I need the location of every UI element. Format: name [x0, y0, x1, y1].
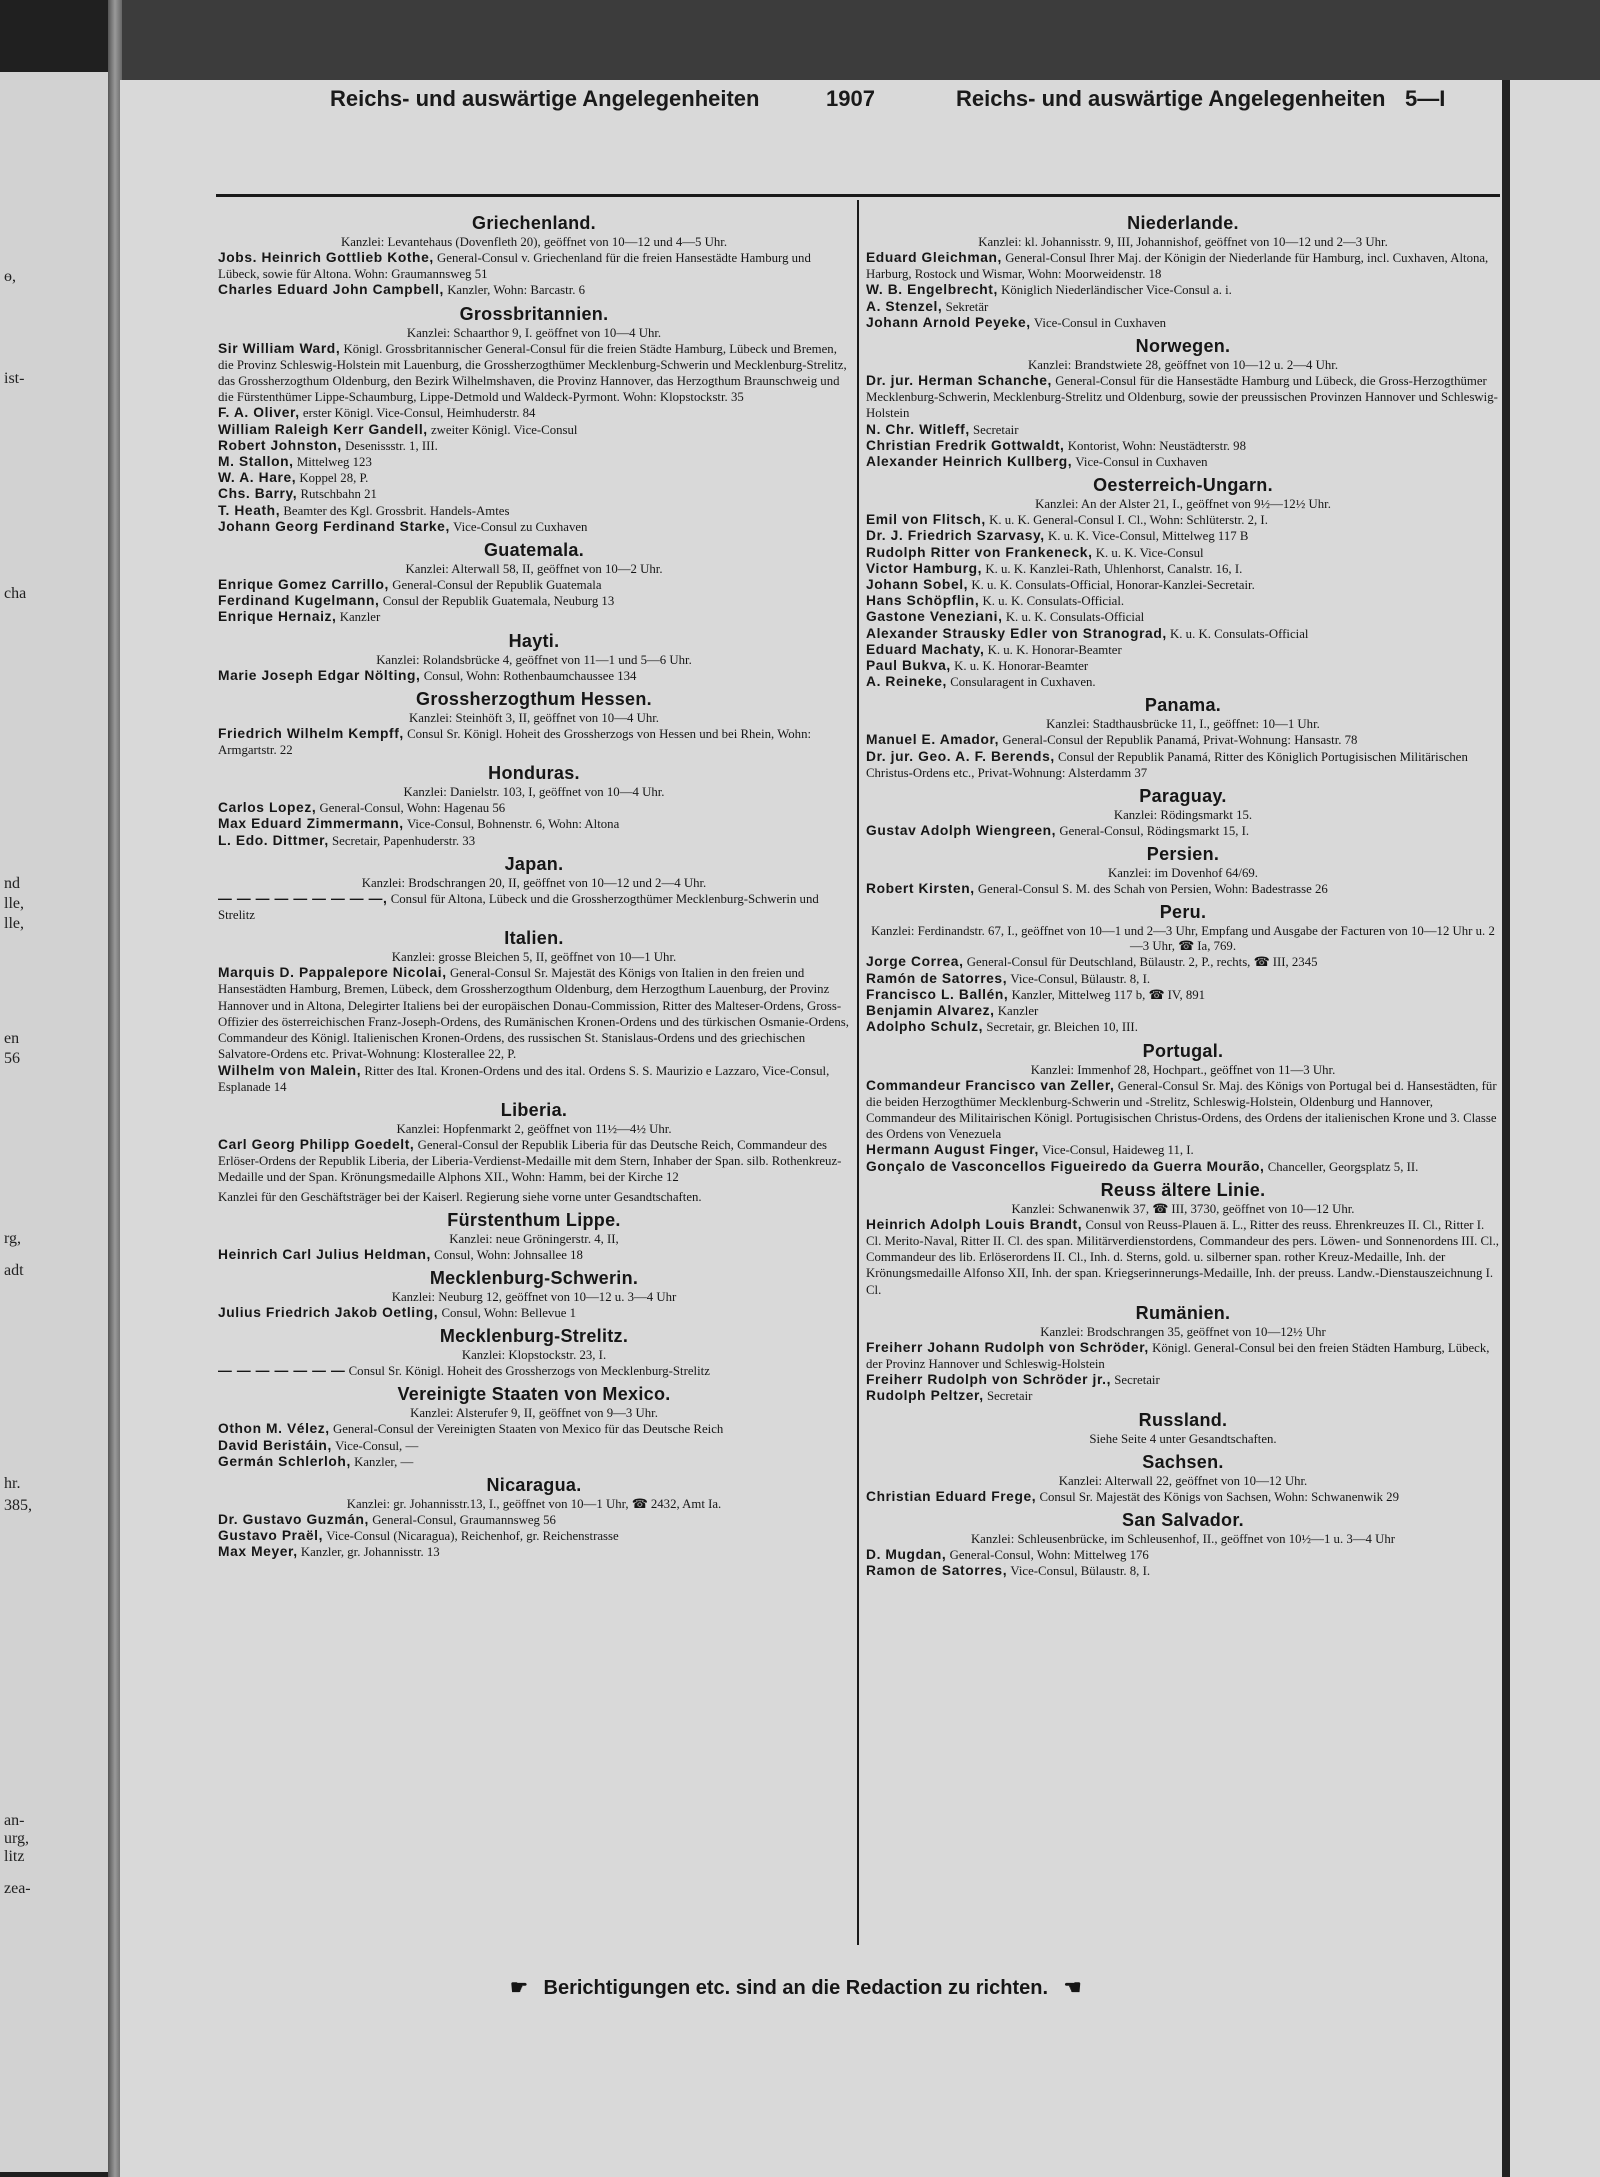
- person-name: Dr. J. Friedrich Szarvasy,: [866, 528, 1045, 544]
- person-description: K. u. K. Consulats-Official, Honorar-Kanzlei-Secretair.: [971, 578, 1255, 593]
- person-description: General-Consul S. M. des Schah von Persien, Wohn: Badestrasse 26: [977, 882, 1328, 897]
- person-name: Sir William Ward,: [218, 340, 341, 356]
- person-name: Marie Joseph Edgar Nölting,: [218, 667, 421, 683]
- consul-entry: [218, 816, 850, 832]
- person-name: W. B. Engelbrecht,: [866, 282, 998, 298]
- consul-entry: [218, 1512, 850, 1528]
- consul-entry: [866, 642, 1500, 658]
- person-name: Gustav Adolph Wiengreen,: [866, 823, 1057, 839]
- header-left-title: Reichs- und auswärtige Angelegenheiten: [330, 86, 760, 111]
- section-office-info: Kanzlei: Rolandsbrücke 4, geöffnet von 11—1 und 5—6 Uhr.: [376, 652, 692, 667]
- consul-entry: [866, 732, 1500, 748]
- person-name: Ferdinand Kugelmann,: [218, 593, 380, 609]
- header-year: 1907: [826, 86, 875, 111]
- consul-entry: [218, 1063, 850, 1095]
- person-description: Consularagent in Cuxhaven.: [950, 675, 1096, 690]
- consul-entry: [218, 438, 850, 454]
- person-description: Consul Sr. Majestät des Königs von Sachsen, Wohn: Schwanenwik 29: [1039, 1489, 1399, 1504]
- person-description: Vice-Consul (Nicaragua), Reichenhof, gr. Reichenstrasse: [326, 1529, 619, 1544]
- person-description: erster Königl. Vice-Consul, Heimhuderstr. 84: [302, 406, 536, 421]
- person-description: General-Consul der Republik Guatemala: [392, 578, 602, 593]
- person-name: N. Chr. Witleff,: [866, 421, 970, 437]
- consul-entry: [218, 1247, 850, 1263]
- person-description: Secretair, gr. Bleichen 10, III.: [986, 1020, 1138, 1035]
- section-note: Kanzlei für den Geschäftsträger bei der Kaiserl. Regierung siehe vorne unter Gesandtschaften.: [218, 1189, 702, 1204]
- consul-entry: [218, 519, 850, 535]
- person-name: Wilhelm von Malein,: [218, 1062, 362, 1078]
- person-name: Benjamin Alvarez,: [866, 1003, 995, 1019]
- right-column: [866, 208, 1500, 1579]
- consul-entry: [866, 749, 1500, 781]
- section-office-info: Kanzlei: Brodschrangen 20, II, geöffnet von 10—12 und 2—4 Uhr.: [361, 875, 707, 890]
- section-office-info: Kanzlei: Alterwall 58, II, geöffnet von 10—2 Uhr.: [405, 562, 663, 577]
- consul-entry: [218, 1438, 850, 1454]
- person-name: Paul Bukva,: [866, 658, 951, 674]
- person-name: Enrique Gomez Carrillo,: [218, 577, 389, 593]
- consul-entry: [866, 823, 1500, 839]
- person-description: Rutschbahn 21: [300, 487, 377, 502]
- header-rule: [216, 194, 1500, 197]
- person-name: Adolpho Schulz,: [866, 1019, 984, 1035]
- section-title: Norwegen.: [1135, 336, 1231, 357]
- person-name: L. Edo. Dittmer,: [218, 832, 329, 848]
- consul-entry: [866, 438, 1500, 454]
- person-description: Kanzler, —: [354, 1454, 414, 1469]
- consul-entry: [866, 1372, 1500, 1388]
- section-title: Hayti.: [508, 630, 560, 651]
- consul-entry: [866, 1388, 1500, 1404]
- person-name: Marquis D. Pappalepore Nicolai,: [218, 965, 447, 981]
- consul-entry: [866, 315, 1500, 331]
- person-description: zweiter Königl. Vice-Consul: [430, 422, 578, 437]
- person-name: Manuel E. Amador,: [866, 732, 1000, 748]
- person-name: T. Heath,: [218, 502, 281, 518]
- person-description: General-Consul, Wohn: Hagenau 56: [319, 801, 506, 816]
- section-title: Vereinigte Staaten von Mexico.: [397, 1384, 671, 1405]
- person-name: Johann Arnold Peyeke,: [866, 314, 1031, 330]
- person-description: K. u. K. Consulats-Official.: [982, 594, 1125, 609]
- person-name: Christian Fredrik Gottwaldt,: [866, 437, 1065, 453]
- section-title: Reuss ältere Linie.: [1100, 1179, 1266, 1200]
- consul-entry: [866, 626, 1500, 642]
- section-office-info: Kanzlei: Rödingsmarkt 15.: [1113, 808, 1253, 823]
- consul-entry: [866, 577, 1500, 593]
- person-name: Chs. Barry,: [218, 486, 298, 502]
- footer-notice: [500, 1975, 1092, 2000]
- person-description: Kontorist, Wohn: Neustädterstr. 98: [1067, 438, 1246, 453]
- section-office-info: Kanzlei: Stadthausbrücke 11, I., geöffnet: 10—1 Uhr.: [1046, 717, 1320, 732]
- person-name: Johann Sobel,: [866, 577, 969, 593]
- person-description: Vice-Consul zu Cuxhaven: [453, 519, 588, 534]
- margin-fragment: an-: [4, 1812, 25, 1829]
- consul-entry: [866, 1159, 1500, 1175]
- person-name: — — — — — — —: [218, 1363, 346, 1379]
- person-name: Germán Schlerloh,: [218, 1453, 351, 1469]
- consul-entry: [218, 1137, 850, 1186]
- person-description: Kanzler, Mittelweg 117 b, ☎ IV, 891: [1011, 987, 1206, 1002]
- person-name: Freiherr Rudolph von Schröder jr.,: [866, 1372, 1112, 1388]
- person-name: Robert Kirsten,: [866, 881, 975, 897]
- person-description: Chanceller, Georgsplatz 5, II.: [1267, 1159, 1419, 1174]
- consul-entry: [218, 454, 850, 470]
- margin-fragment: hr.: [4, 1475, 21, 1492]
- person-description: Consul Sr. Königl. Hoheit des Grossherzogs von Mecklenburg-Strelitz: [348, 1364, 710, 1379]
- section-title: Honduras.: [488, 763, 580, 784]
- left-column: [218, 208, 850, 1561]
- person-description: Vice-Consul in Cuxhaven: [1033, 315, 1167, 330]
- person-description: K. u. K. Consulats-Official: [1170, 626, 1309, 641]
- header-right-title: Reichs- und auswärtige Angelegenheiten: [956, 86, 1386, 111]
- person-description: K. u. K. Honorar-Beamter: [954, 659, 1089, 674]
- section-office-info: Kanzlei: Ferdinandstr. 67, I., geöffnet von 10—1 und 2—3 Uhr, Empfang und Ausgabe der Facturen von 10—12 Uhr u. 2—3 Uhr, ☎ Ia, 769.: [871, 924, 1495, 954]
- section-title: Liberia.: [500, 1099, 568, 1120]
- person-name: Francisco L. Ballén,: [866, 986, 1009, 1002]
- person-name: W. A. Hare,: [218, 470, 297, 486]
- section-title: Portugal.: [1142, 1040, 1224, 1061]
- section-office-info: Kanzlei: Schleusenbrücke, im Schleusenhof, II., geöffnet von 10½—1 u. 3—4 Uhr: [970, 1531, 1396, 1546]
- section-title: Rumänien.: [1135, 1302, 1231, 1323]
- consul-entry: [218, 405, 850, 421]
- consul-entry: [866, 1489, 1500, 1505]
- section-title: Niederlande.: [1127, 213, 1239, 233]
- person-description: General-Consul Sr. Maj. des Königs von Portugal bei d. Hansestädten, für die beiden Herzogthümer Mecklenburg-Schwerin und -Strelitz, Schleswig-Holstein, Oldenburg und Hannover, Commandeur des Militairischen Königl. Portugisischen Christus-Ordens, des Ordens der italienischen Krone und 3. Classe des Ordens von Venezuela: [866, 1078, 1497, 1142]
- margin-fragment: nd: [4, 875, 20, 892]
- person-description: Beamter des Kgl. Grossbrit. Handels-Amtes: [283, 503, 510, 518]
- consul-entry: [866, 971, 1500, 987]
- consul-entry: [218, 250, 850, 282]
- person-description: Mittelweg 123: [296, 455, 372, 470]
- consul-entry: [218, 486, 850, 502]
- person-name: David Beristáin,: [218, 1437, 332, 1453]
- person-description: K. u. K. Vice-Consul, Mittelweg 117 B: [1047, 529, 1249, 544]
- person-description: Vice-Consul in Cuxhaven: [1075, 455, 1208, 470]
- consul-entry: [866, 561, 1500, 577]
- margin-fragment: lle,: [4, 895, 24, 912]
- person-description: General-Consul, Graumannsweg 56: [372, 1512, 556, 1527]
- person-description: Königlich Niederländischer Vice-Consul a. i.: [1001, 283, 1232, 298]
- margin-fragment: litz: [4, 1848, 25, 1865]
- section-office-info: Kanzlei: Immenhof 28, Hochpart., geöffnet von 11—3 Uhr.: [1030, 1062, 1336, 1077]
- margin-fragment: adt: [4, 1262, 24, 1279]
- consul-entry: [866, 422, 1500, 438]
- person-description: Secretair, Papenhuderstr. 33: [332, 833, 476, 848]
- consul-entry: [866, 1340, 1500, 1372]
- section-office-info: Kanzlei: Schwanenwik 37, ☎ III, 3730, geöffnet von 10—12 Uhr.: [1011, 1201, 1355, 1216]
- consul-entry: [218, 668, 850, 684]
- person-name: Carl Georg Philipp Goedelt,: [218, 1136, 415, 1152]
- person-name: Rudolph Peltzer,: [866, 1388, 984, 1404]
- person-name: Gustavo Praël,: [218, 1528, 324, 1544]
- margin-fragment: ɵ,: [4, 268, 16, 285]
- consul-entry: [218, 609, 850, 625]
- section-office-info: Kanzlei: Alterwall 22, geöffnet von 10—12 Uhr.: [1058, 1473, 1308, 1488]
- consul-entry: [866, 1142, 1500, 1158]
- person-name: Hermann August Finger,: [866, 1142, 1039, 1158]
- person-name: Dr. jur. Geo. A. F. Berends,: [866, 748, 1055, 764]
- person-name: Dr. Gustavo Guzmán,: [218, 1511, 369, 1527]
- person-description: Consul der Republik Panamá, Ritter des Königlich Portugisischen Militärischen Christus-Ordens etc., Privat-Wohnung: Alsterdamm 37: [866, 749, 1468, 780]
- section-title: Nicaragua.: [486, 1474, 582, 1495]
- margin-fragment: rg,: [4, 1230, 22, 1247]
- person-name: Commandeur Francisco van Zeller,: [866, 1077, 1115, 1093]
- margin-fragment: lle,: [4, 915, 24, 932]
- section-office-info: Kanzlei: neue Gröningerstr. 4, II,: [449, 1231, 619, 1246]
- section-office-info: Kanzlei: Levantehaus (Dovenfleth 20), geöffnet von 10—12 und 4—5 Uhr.: [340, 235, 728, 249]
- consul-entry: [866, 1078, 1500, 1143]
- person-name: Enrique Hernaiz,: [218, 609, 337, 625]
- consul-entry: [866, 987, 1500, 1003]
- consul-entry: [866, 528, 1500, 544]
- person-description: K. u. K. General-Consul I. Cl., Wohn: Schlüterstr. 2, I.: [989, 513, 1268, 528]
- section-title: Persien.: [1146, 844, 1220, 865]
- consul-entry: [218, 1454, 850, 1470]
- person-name: Ramon de Satorres,: [866, 1562, 1008, 1578]
- section-office-info: Kanzlei: Neuburg 12, geöffnet von 10—12 u. 3—4 Uhr: [391, 1289, 677, 1304]
- person-description: General-Consul der Republik Liberia für das Deutsche Reich, Commandeur des Erlöser-Ordens der Republik Liberia, der Liberia-Verdienst-Medaille mit dem Stern, Inhaber der Span. silb. Rothenkreuz-Medaille und der Span. Krönungsmedaille Alphons XII., Wohn: Hamm, bei der Kirche 12: [218, 1137, 842, 1185]
- person-name: Charles Eduard John Campbell,: [218, 282, 444, 298]
- consul-entry: [218, 341, 850, 406]
- section-office-info: Kanzlei: Schaarthor 9, I. geöffnet von 10—4 Uhr.: [406, 325, 662, 340]
- person-name: Alexander Strausky Edler von Stranograd,: [866, 625, 1167, 641]
- consul-entry: [866, 881, 1500, 897]
- consul-entry: [218, 282, 850, 298]
- person-description: Consul, Wohn: Bellevue 1: [441, 1305, 577, 1320]
- consul-entry: [218, 470, 850, 486]
- section-title: Sachsen.: [1142, 1451, 1224, 1472]
- consul-entry: [218, 1528, 850, 1544]
- person-name: Carlos Lopez,: [218, 800, 317, 816]
- person-name: Jorge Correa,: [866, 954, 964, 970]
- person-name: M. Stallon,: [218, 454, 294, 470]
- page-right-edge: [1502, 80, 1510, 2177]
- consul-entry: [218, 1363, 850, 1379]
- person-name: Hans Schöpflin,: [866, 593, 980, 609]
- person-name: Max Meyer,: [218, 1544, 298, 1560]
- consul-entry: [866, 250, 1500, 282]
- consul-entry: [866, 658, 1500, 674]
- person-name: Freiherr Johann Rudolph von Schröder,: [866, 1339, 1149, 1355]
- person-description: K. u. K. Vice-Consul: [1095, 545, 1204, 560]
- margin-fragment: 56: [4, 1050, 20, 1067]
- person-description: General-Consul Sr. Majestät des Königs von Italien in den freien und Hansestädten Hamburg, Bremen, Lübeck, dem Grossherzogthum Oldenburg, dem Herzogthum Lauenburg, der Provinz Hannover und in Altona, Delegirter Italiens bei der europäischen Donau-Commission, Ritter des Malteser-Ordens, Gross-Offizier des österreichischen Franz-Joseph-Ordens, des Rumänischen Kronen-Ordens und des türkischen Osmanie-Ordens, Commandeur des Königl. Italienischen Kronen-Ordens, des russischen St. Stanislaus-Ordens und des griechischen Salvatore-Ordens etc. Privat-Wohnung: Klosterallee 22, P.: [218, 966, 849, 1062]
- person-name: D. Mugdan,: [866, 1546, 947, 1562]
- person-description: Consul, Wohn: Johnsallee 18: [434, 1247, 583, 1262]
- consul-entry: [866, 545, 1500, 561]
- person-description: Kanzler, gr. Johannisstr. 13: [300, 1545, 440, 1560]
- section-office-info: Kanzlei: Hopfenmarkt 2, geöffnet von 11½—4½ Uhr.: [396, 1121, 672, 1136]
- consul-entry: [866, 1563, 1500, 1579]
- person-name: — — — — — — — — —,: [218, 890, 388, 906]
- consul-entry: [866, 512, 1500, 528]
- consul-entry: [866, 1003, 1500, 1019]
- pointing-hand-right-icon: ☛: [510, 1977, 528, 1999]
- consul-entry: [218, 577, 850, 593]
- person-description: Kanzler: [997, 1004, 1039, 1019]
- section-office-info: Kanzlei: im Dovenhof 64/69.: [1108, 866, 1258, 881]
- margin-fragment: cha: [4, 585, 27, 602]
- section-title: Grossbritannien.: [459, 303, 609, 324]
- consul-entry: [866, 954, 1500, 970]
- consul-entry: [218, 891, 850, 923]
- person-name: A. Reineke,: [866, 674, 947, 690]
- person-name: Rudolph Ritter von Frankeneck,: [866, 544, 1093, 560]
- person-description: General-Consul, Rödingsmarkt 15, I.: [1059, 824, 1250, 839]
- person-name: Friedrich Wilhelm Kempff,: [218, 725, 404, 741]
- section-title: Fürstenthum Lippe.: [447, 1209, 621, 1230]
- person-name: Ramón de Satorres,: [866, 970, 1008, 986]
- section-title: Oesterreich-Ungarn.: [1093, 475, 1273, 496]
- person-description: General-Consul der Vereinigten Staaten von Mexico für das Deutsche Reich: [332, 1422, 724, 1437]
- person-description: Vice-Consul, Bülaustr. 8, I.: [1010, 1563, 1151, 1578]
- consul-entry: [218, 1544, 850, 1560]
- person-description: Secretair: [1114, 1373, 1160, 1388]
- consul-entry: [866, 609, 1500, 625]
- header-page-number: 5—I: [1405, 86, 1446, 111]
- person-description: Desenissstr. 1, III.: [345, 438, 438, 453]
- consul-entry: [218, 965, 850, 1062]
- person-name: Emil von Flitsch,: [866, 512, 986, 528]
- person-description: General-Consul für Deutschland, Bülaustr. 2, P., rechts, ☎ III, 2345: [966, 955, 1318, 970]
- section-title: Mecklenburg-Schwerin.: [429, 1267, 639, 1288]
- person-name: Othon M. Vélez,: [218, 1421, 330, 1437]
- person-description: General-Consul, Wohn: Mittelweg 176: [949, 1547, 1149, 1562]
- person-description: General-Consul Ihrer Maj. der Königin der Niederlande für Hamburg, incl. Cuxhaven, Altona, Harburg, Rostock und Wismar, Wohn: Moorweidenstr. 18: [866, 251, 1489, 282]
- consul-entry: [866, 1019, 1500, 1035]
- section-title: Peru.: [1159, 902, 1207, 923]
- consul-entry: [218, 1421, 850, 1437]
- consul-entry: [218, 1305, 850, 1321]
- margin-fragment: en: [4, 1030, 20, 1047]
- person-description: K. u. K. Consulats-Official: [1005, 610, 1145, 625]
- consul-entry: [218, 422, 850, 438]
- footer-text: Berichtigungen etc. sind an die Redaction zu richten.: [543, 1977, 1049, 1999]
- person-name: Eduard Machaty,: [866, 641, 985, 657]
- section-title: Italien.: [504, 928, 564, 949]
- section-title: Guatemala.: [483, 540, 585, 561]
- person-description: Consul von Reuss-Plauen ä. L., Ritter des reuss. Ehrenkreuzes II. Cl., Ritter I. Cl. Merito-Naval, Ritter II. Cl. des span. Militärverdienstordens, Commandeur des pers. Löwen- und Sonnenordens III. Cl., Commandeur des lib. Erlöserordens II. Cl., Inh. d. Sterns, gold. u. silberner span. rother Kreuz-Medaille, Inh. der Krönungsmedaille Alfonso XII, Inh. der span. Kriegserinnerungs-Medaille, Inh. der preuss. Landw.-Dienstauszeichnung I. Cl.: [866, 1217, 1499, 1297]
- consul-entry: [218, 833, 850, 849]
- consul-entry: [866, 282, 1500, 298]
- consul-entry: [218, 503, 850, 519]
- previous-page-edge: [0, 72, 112, 2172]
- section-office-info: Kanzlei: Steinhöft 3, II, geöffnet von 10—4 Uhr.: [409, 710, 659, 725]
- consul-entry: [866, 1217, 1500, 1298]
- section-title: Grossherzogthum Hessen.: [416, 688, 652, 709]
- person-description: Kanzler, Wohn: Barcastr. 6: [447, 283, 586, 298]
- section-office-info: Kanzlei: Klopstockstr. 23, I.: [461, 1348, 607, 1363]
- consul-entry: [866, 299, 1500, 315]
- person-description: Secretair: [973, 422, 1019, 437]
- person-name: Heinrich Adolph Louis Brandt,: [866, 1216, 1083, 1232]
- person-description: Vice-Consul, Bülaustr. 8, I.: [1010, 971, 1151, 986]
- margin-fragment: urg,: [4, 1830, 30, 1847]
- person-description: Consul, Wohn: Rothenbaumchaussee 134: [423, 668, 637, 683]
- person-description: Vice-Consul, —: [335, 1438, 419, 1453]
- section-title: Paraguay.: [1139, 786, 1227, 807]
- person-description: Koppel 28, P.: [299, 471, 369, 486]
- section-title: Mecklenburg-Strelitz.: [439, 1326, 629, 1347]
- person-description: Secretair: [986, 1389, 1033, 1404]
- person-name: Gastone Veneziani,: [866, 609, 1003, 625]
- section-title: Russland.: [1138, 1409, 1228, 1430]
- person-description: General-Consul v. Griechenland für die freien Hansestädte Hamburg und Lübeck, sowie für Altona. Wohn: Graumannsweg 51: [218, 251, 811, 282]
- person-name: Julius Friedrich Jakob Oetling,: [218, 1304, 439, 1320]
- section-title: Japan.: [504, 853, 564, 874]
- person-description: General-Consul der Republik Panamá, Privat-Wohnung: Hansastr. 78: [1002, 733, 1358, 748]
- column-divider: [857, 200, 859, 1945]
- person-description: Königl. General-Consul bei den freien Städten Hamburg, Lübeck, der Provinz Hannover und Schleswig-Holstein: [866, 1340, 1490, 1371]
- person-name: Christian Eduard Frege,: [866, 1488, 1037, 1504]
- person-name: Eduard Gleichman,: [866, 250, 1002, 265]
- person-name: Heinrich Carl Julius Heldman,: [218, 1246, 431, 1262]
- section-office-info: Siehe Seite 4 unter Gesandtschaften.: [1089, 1431, 1277, 1446]
- person-description: K. u. K. Kanzlei-Rath, Uhlenhorst, Canalstr. 16, I.: [985, 561, 1243, 576]
- person-description: Vice-Consul, Bohnenstr. 6, Wohn: Altona: [406, 817, 620, 832]
- person-name: Gonçalo de Vasconcellos Figueiredo da Guerra Mourão,: [866, 1158, 1265, 1174]
- person-description: Consul Sr. Königl. Hoheit des Grossherzogs von Hessen und bei Rhein, Wohn: Armgartstr. 22: [218, 726, 812, 758]
- section-office-info: Kanzlei: kl. Johannisstr. 9, III, Johannishof, geöffnet von 10—12 und 2—3 Uhr.: [978, 235, 1388, 249]
- person-name: A. Stenzel,: [866, 298, 943, 314]
- consul-entry: [866, 1547, 1500, 1563]
- section-office-info: Kanzlei: gr. Johannisstr.13, I., geöffnet von 10—1 Uhr, ☎ 2432, Amt Ia.: [346, 1496, 722, 1511]
- consul-entry: [218, 593, 850, 609]
- person-description: Vice-Consul, Haideweg 11, I.: [1042, 1143, 1194, 1158]
- section-office-info: Kanzlei: An der Alster 21, I., geöffnet von 9½—12½ Uhr.: [1035, 497, 1331, 512]
- person-description: Kanzler: [339, 610, 381, 625]
- section-title: Griechenland.: [472, 213, 596, 233]
- section-office-info: Kanzlei: Danielstr. 103, I, geöffnet von 10—4 Uhr.: [403, 785, 665, 800]
- person-name: Dr. jur. Herman Schanche,: [866, 373, 1052, 389]
- section-office-info: Kanzlei: Alsterufer 9, II, geöffnet von 9—3 Uhr.: [410, 1406, 658, 1421]
- person-description: Sekretär: [945, 299, 989, 314]
- margin-fragment: 385,: [4, 1497, 32, 1514]
- section-title: San Salvador.: [1122, 1509, 1244, 1530]
- consul-entry: [218, 726, 850, 758]
- section-office-info: Kanzlei: grosse Bleichen 5, II, geöffnet von 10—1 Uhr.: [391, 950, 677, 965]
- pointing-hand-left-icon: ☚: [1063, 1977, 1082, 1999]
- person-name: Robert Johnston,: [218, 437, 342, 453]
- section-office-info: Kanzlei: Brandstwiete 28, geöffnet von 10—12 u. 2—4 Uhr.: [1027, 358, 1339, 373]
- person-name: Jobs. Heinrich Gottlieb Kothe,: [218, 250, 434, 265]
- consul-entry: [866, 373, 1500, 422]
- margin-fragment: zea-: [4, 1880, 31, 1897]
- consul-entry: [218, 800, 850, 816]
- person-description: Consul der Republik Guatemala, Neuburg 13: [382, 594, 615, 609]
- person-name: F. A. Oliver,: [218, 405, 300, 421]
- section-title: Panama.: [1144, 695, 1222, 716]
- person-name: Victor Hamburg,: [866, 560, 983, 576]
- person-description: Ritter des Ital. Kronen-Ordens und des ital. Ordens S. S. Maurizio e Lazzaro, Vice-Consul, Esplanade 14: [218, 1063, 830, 1094]
- person-description: K. u. K. Honorar-Beamter: [987, 642, 1122, 657]
- consul-entry: [866, 454, 1500, 470]
- person-name: William Raleigh Kerr Gandell,: [218, 421, 428, 437]
- person-description: Königl. Grossbritannischer General-Consul für die freien Städte Hamburg, Lübeck und Bremen, die Provinz Schleswig-Holstein mit Lauenburg, die Grossherzogthümer Mecklenburg-Schwerin und Mecklenburg-Strelitz, das Grossherzogthum Oldenburg, den Bezirk Wilhelmshaven, die Provinz Hannover, das Herzogthum Braunschweig und die Fürstenthümer Lippe-Schaumburg, Lippe-Detmold und Waldeck-Pyrmont. Wohn: Klopstockstr. 35: [218, 341, 847, 405]
- person-description: General-Consul für die Hansestädte Hamburg und Lübeck, die Gross-Herzogthümer Mecklenburg-Schwerin, Mecklenburg-Strelitz und Oldenburg, sowie der preussischen Provinzen Hannover und Schleswig-Holstein: [866, 374, 1498, 421]
- person-name: Johann Georg Ferdinand Starke,: [218, 518, 450, 534]
- section-office-info: Kanzlei: Brodschrangen 35, geöffnet von 10—12½ Uhr: [1040, 1324, 1326, 1339]
- consul-entry: [866, 593, 1500, 609]
- person-name: Alexander Heinrich Kullberg,: [866, 454, 1073, 470]
- consul-entry: [866, 674, 1500, 690]
- margin-fragment: ist-: [4, 370, 25, 387]
- person-name: Max Eduard Zimmermann,: [218, 816, 404, 832]
- person-description: Consul für Altona, Lübeck und die Grossherzogthümer Mecklenburg-Schwerin und Strelitz: [218, 891, 819, 923]
